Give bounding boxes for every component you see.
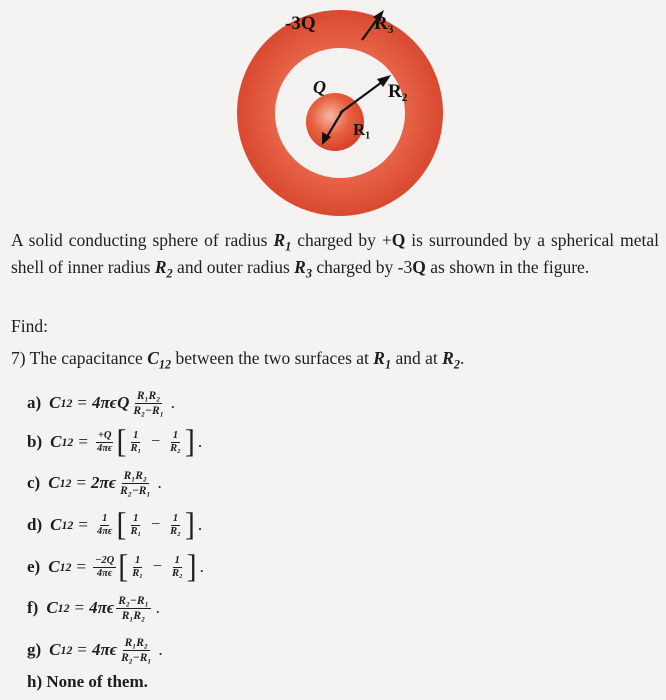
period: . — [197, 515, 203, 534]
label-inner-charge: Q — [313, 77, 326, 97]
denominator: R₂ — [170, 442, 181, 454]
fraction — [170, 555, 185, 580]
c-sub: 12 — [158, 357, 172, 372]
c-symbol: C — [147, 348, 159, 368]
numerator: 1 — [134, 554, 141, 566]
equals-sign: = — [77, 640, 87, 659]
text-seg: and outer radius — [172, 257, 295, 277]
numerator: 1 — [174, 554, 180, 566]
r-symbol: R — [373, 348, 385, 368]
problem-statement — [11, 227, 659, 281]
coefficient: 4πϵ — [89, 598, 115, 617]
option-label: f) — [27, 598, 39, 617]
equals-sign: = — [74, 598, 85, 617]
fraction — [131, 389, 165, 418]
denominator: R₂ — [171, 567, 183, 579]
shell-figure — [0, 0, 666, 220]
denominator: 4πϵ — [96, 567, 113, 579]
c-symbol: C — [49, 393, 61, 412]
period: . — [158, 640, 163, 659]
coefficient: 4πϵ — [92, 640, 118, 659]
text-seg: . — [459, 348, 465, 368]
fraction — [95, 513, 115, 538]
sub-2: 2 — [166, 266, 173, 281]
period: . — [199, 557, 204, 576]
fraction — [168, 430, 183, 455]
left-bracket: [ — [116, 506, 127, 543]
period: . — [170, 393, 175, 412]
r2-symbol: R — [154, 257, 167, 277]
denominator: R₁ — [130, 525, 142, 537]
denominator: R₁ — [130, 442, 142, 454]
denominator: R₂−R₁ — [121, 651, 152, 664]
question-7 — [11, 348, 465, 372]
left-bracket: [ — [116, 423, 127, 460]
charge2-symbol: Q — [412, 257, 426, 277]
fraction — [168, 513, 183, 538]
option-h[interactable]: h) None of them. — [27, 672, 148, 691]
fraction — [119, 636, 153, 665]
sub-2: 2 — [453, 357, 460, 372]
right-bracket: ] — [184, 506, 195, 543]
label-r3: R₃ — [374, 13, 394, 34]
denominator: 4πϵ — [96, 525, 113, 537]
fraction — [116, 594, 150, 623]
numerator: 1 — [172, 512, 179, 524]
c-symbol: C — [48, 473, 60, 492]
equals-sign: = — [78, 515, 88, 534]
option-label: a) — [27, 393, 42, 412]
fraction — [128, 430, 143, 455]
numerator: 1 — [102, 512, 108, 524]
sub-1: 1 — [384, 357, 392, 372]
numerator: R₁R₂ — [123, 469, 147, 482]
option-a[interactable]: a) C 12 = 4πϵQ $\frac{\text{R₁R₂}}{\text{R₂−R₁}}$ . — [27, 389, 175, 417]
sub-3: 3 — [305, 266, 312, 281]
charge-symbol: Q — [391, 230, 406, 250]
c-symbol: C — [49, 640, 61, 659]
text-seg: A solid conducting sphere of radius — [11, 230, 274, 250]
find-label: Find: — [11, 316, 48, 336]
r3-symbol: R — [294, 257, 306, 277]
denominator: R₂−R₁ — [133, 404, 164, 417]
r1-symbol: R — [273, 230, 286, 250]
numerator: 1 — [133, 512, 139, 524]
numerator: R₂−R₁ — [118, 594, 149, 607]
c-symbol: C — [48, 557, 60, 576]
option-label: g) — [27, 640, 42, 659]
minus-sign: − — [151, 516, 161, 533]
period: . — [155, 598, 160, 617]
period: . — [197, 432, 203, 451]
denominator: R₁R₂ — [121, 609, 146, 622]
label-outer-charge: -3Q — [285, 13, 316, 34]
text-seg: 7) The capacitance — [11, 348, 148, 368]
fraction — [93, 555, 116, 580]
numerator: 1 — [133, 429, 139, 441]
sub-1: 1 — [285, 239, 292, 254]
text-seg: between the two surfaces at — [171, 348, 374, 368]
right-bracket: ] — [184, 423, 195, 460]
text-seg: charged by -3 — [311, 257, 413, 277]
option-c[interactable]: c) C 12 = 2πϵ $\frac{\text{R₁R₂}}{\text{R₂−R₁}}$ . — [27, 469, 162, 497]
denominator: R₂−R₁ — [120, 484, 151, 497]
option-g[interactable]: g) C 12 = 4πϵ $\frac{\text{R₁R₂}}{\text{R₂−R₁}}$ . — [27, 636, 163, 664]
text-seg: is surrounded by a spherical metal shell of inner radius — [11, 230, 659, 277]
coefficient: 2πϵ — [91, 473, 117, 492]
option-label: d) — [27, 515, 43, 534]
left-bracket: [ — [118, 548, 129, 585]
option-f[interactable]: f) C 12 = 4πϵ $\frac{\text{R₂−R₁}}{\text{R₁R₂}}$ . — [27, 594, 160, 622]
text-seg: charged by + — [291, 230, 392, 250]
text-seg: and at — [391, 348, 443, 368]
numerator: 1 — [172, 429, 179, 441]
fraction — [128, 513, 143, 538]
option-b[interactable]: b) C 12 = $\frac{+Q}{4\pi\epsilon}$ [ $\frac{1}{\text{R₁}}$ − $\frac{1}{\text{R₂}}$ ] . — [27, 423, 203, 460]
coefficient: 4πϵQ — [92, 393, 130, 412]
label-r2: R₂ — [388, 81, 408, 102]
numerator: R₁R₂ — [124, 636, 148, 649]
c-symbol: C — [50, 515, 62, 534]
option-label: c) — [27, 473, 41, 492]
denominator: 4πϵ — [96, 442, 113, 454]
c-symbol: C — [50, 432, 62, 451]
equals-sign: = — [76, 557, 87, 576]
c-symbol: C — [46, 598, 58, 617]
label-r1: R₁ — [353, 120, 371, 139]
numerator: +Q — [97, 429, 112, 441]
equals-sign: = — [76, 473, 87, 492]
numerator: −2Q — [95, 554, 115, 566]
option-label: b) — [27, 432, 43, 451]
period: . — [157, 473, 162, 492]
minus-sign: − — [152, 558, 162, 575]
fraction — [118, 469, 152, 498]
right-bracket: ] — [186, 548, 197, 585]
numerator: R₁R₂ — [136, 389, 161, 402]
option-label: e) — [27, 557, 41, 576]
option-d[interactable]: d) C 12 = $\frac{1}{4\pi\epsilon}$ [ $\frac{1}{\text{R₁}}$ − $\frac{1}{\text{R₂}}$ ] . — [27, 506, 203, 543]
equals-sign: = — [78, 432, 88, 451]
denominator: R₂ — [170, 525, 181, 537]
r-symbol: R — [442, 348, 454, 368]
equals-sign: = — [77, 393, 87, 412]
text-seg: as shown in the figure. — [425, 257, 590, 277]
fraction — [130, 555, 145, 580]
fraction — [95, 430, 115, 455]
option-e[interactable]: e) C 12 = $\frac{-2Q}{4\pi\epsilon}$ [ $\frac{1}{\text{R₁}}$ − $\frac{1}{\text{R₂}}$ ] . — [27, 548, 204, 585]
denominator: R₁ — [132, 567, 143, 579]
minus-sign: − — [151, 433, 161, 450]
